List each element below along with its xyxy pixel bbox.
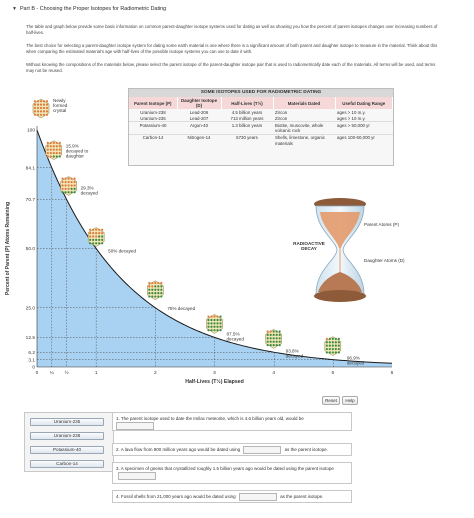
daughter-atom-dot	[332, 338, 334, 340]
x-tick-label: ½	[64, 371, 69, 376]
x-tick-label: 0	[35, 371, 39, 376]
question-1-text: 1. The parent isotope used to date the Imilac meteorite, which is 4.6 billion years old, would be	[116, 416, 304, 421]
parent-atom-dot	[270, 330, 272, 332]
parent-atom-dot	[53, 145, 55, 147]
y-tick-label: 12.5	[25, 335, 35, 341]
daughter-atom-dot	[157, 285, 159, 287]
parent-atom-dot	[43, 100, 45, 102]
daughter-atom-dot	[276, 344, 278, 346]
cell-parent: Carbon-14	[129, 134, 177, 146]
daughter-atom-dot	[154, 292, 156, 294]
parent-atom-dot	[56, 145, 58, 147]
annotation-label: Newly formed crystal	[53, 98, 68, 113]
parent-atom-dot	[37, 104, 39, 106]
parent-atom-dot	[53, 142, 55, 144]
isotope-table	[128, 88, 394, 166]
daughter-atom-dot	[70, 188, 72, 190]
daughter-atom-dot	[335, 348, 337, 350]
daughter-atom-dot	[335, 338, 337, 340]
daughter-atom-dot	[273, 337, 275, 339]
parent-atom-dot	[70, 178, 72, 180]
daughter-atom-dot	[213, 319, 215, 321]
daughter-atom-dot	[216, 326, 218, 328]
daughter-atom-dot	[101, 235, 103, 237]
annotation-label: 87.5% decayed	[226, 331, 244, 342]
daughter-atom-dot	[148, 295, 150, 297]
parent-atom-dot	[53, 152, 55, 154]
parent-atom-dot	[56, 149, 58, 151]
parent-atom-dot	[61, 184, 63, 186]
x-tick-label: 6	[390, 371, 394, 376]
daughter-atom-dot	[89, 242, 91, 244]
parent-atom-dot	[34, 104, 36, 106]
parent-atom-dot	[37, 107, 39, 109]
daughter-atom-dot	[160, 292, 162, 294]
parent-atom-dot	[47, 149, 49, 151]
chip-carbon-14[interactable]: Carbon-14	[30, 460, 104, 468]
parent-atom-dot	[210, 315, 212, 317]
cell-parent: Potassium-40	[129, 122, 177, 134]
parent-atom-dot	[160, 282, 162, 284]
parent-atom-dot	[70, 184, 72, 186]
question-1-drop-target[interactable]	[116, 422, 154, 430]
parent-atom-dot	[46, 100, 48, 102]
daughter-atom-dot	[160, 285, 162, 287]
daughter-atom-dot	[270, 344, 272, 346]
parent-atom-dot	[151, 285, 153, 287]
y-axis-title: Percent of Parent (P) Atoms Remaining	[5, 201, 11, 296]
daughter-atom-dot	[213, 326, 215, 328]
daughter-atom-dot	[98, 242, 100, 244]
intro-paragraph: The table and graph below provide some basic information on common parent-daughter isotope systems used for dating as well as showing you how the percent of parent isotopes changes over increasing numbers of half-lives.	[26, 24, 438, 35]
daughter-atom-dot	[64, 191, 66, 193]
daughter-atom-dot	[207, 326, 209, 328]
parent-atom-dot	[207, 315, 209, 317]
cell-daughter: Lead-206	[189, 109, 209, 115]
parent-atom-dot	[70, 181, 72, 183]
parent-atom-dot	[73, 181, 75, 183]
daughter-atom-dot	[210, 319, 212, 321]
table-title: SOME ISOTOPES USED FOR RADIOMETRIC DATING	[129, 89, 393, 97]
table-row	[129, 134, 393, 146]
radioactive-decay-label: RADIOACTIVE DECAY	[293, 241, 325, 252]
daughter-atom-dot	[279, 334, 281, 336]
daughter-atom-dot	[276, 334, 278, 336]
daughter-atom-dot	[210, 329, 212, 331]
annotation-label: 29.3% decayed	[80, 185, 98, 196]
daughter-atom-dot	[267, 334, 269, 336]
parent-atom-dot	[47, 142, 49, 144]
parent-atom-dot	[64, 184, 66, 186]
daughter-atom-dot	[148, 292, 150, 294]
daughter-atom-dot	[160, 289, 162, 291]
daughter-atom-dot	[326, 348, 328, 350]
daughter-atom-dot	[98, 235, 100, 237]
parent-atom-dot	[59, 145, 61, 147]
cell-half-life: 713 million years	[230, 115, 264, 121]
guidance-paragraph: The best choice for selecting a parent-daughter isotope system for dating some earth material is one where there is a significant amount of both parent and daughter isotope to measure in the material. Think about this when comparing the estimated material's age with half-lives of the possible isotope systems you can use to date it with.	[26, 43, 438, 54]
parent-atom-dot	[64, 178, 66, 180]
parent-atom-dot	[34, 110, 36, 112]
question-4-drop-target[interactable]	[239, 493, 277, 501]
cell-range: ages > 10 m.y.	[337, 109, 366, 115]
parent-atom-dot	[67, 181, 69, 183]
parent-atom-dot	[47, 152, 49, 154]
parent-atom-dot	[151, 282, 153, 284]
parent-atom-dot	[64, 188, 66, 190]
daughter-atom-dot	[95, 242, 97, 244]
isotope-table-grid	[129, 97, 393, 146]
parent-atom-dot	[50, 145, 52, 147]
x-tick-label: 1	[94, 371, 98, 376]
y-tick-label: 3.1	[28, 358, 35, 364]
parent-atom-dot	[46, 114, 48, 116]
parent-atom-dot	[59, 142, 61, 144]
help-button[interactable]: Help	[342, 396, 358, 405]
daughter-atom-dot	[276, 330, 278, 332]
y-tick-label: 84.1	[25, 166, 35, 172]
daughter-atom-dot	[273, 344, 275, 346]
parent-atom-dot	[53, 149, 55, 151]
parent-atom-dot	[50, 142, 52, 144]
parent-atom-dot	[95, 229, 97, 231]
chip-potassium-40[interactable]: Potassium-40	[30, 446, 104, 454]
daughter-atom-dot	[151, 292, 153, 294]
daughter-atom-dot	[151, 289, 153, 291]
daughter-atom-dot	[207, 329, 209, 331]
daughter-atom-dot	[338, 341, 340, 343]
parent-atom-dot	[67, 188, 69, 190]
table-row	[129, 115, 393, 122]
parent-atom-dot	[213, 315, 215, 317]
cell-materials: Shells, limestone, organic materials	[273, 134, 335, 146]
daughter-atom-dot	[326, 345, 328, 347]
daughter-atom-dot	[329, 348, 331, 350]
header-daughter: Daughter Isotope (D)	[177, 97, 221, 109]
parent-atom-dot	[37, 100, 39, 102]
daughter-atom-dot	[61, 191, 63, 193]
daughter-atom-dot	[154, 295, 156, 297]
daughter-atom-dot	[270, 334, 272, 336]
daughter-atom-dot	[270, 341, 272, 343]
parent-atom-dot	[40, 107, 42, 109]
daughter-atom-dot	[101, 239, 103, 241]
answer-bank	[24, 412, 114, 472]
daughter-atom-dot	[70, 191, 72, 193]
parent-atom-dot	[43, 110, 45, 112]
daughter-atom-dot	[53, 155, 55, 157]
daughter-atom-dot	[326, 351, 328, 353]
parent-atom-dot	[43, 104, 45, 106]
parent-atom-dot	[50, 155, 52, 157]
daughter-atom-dot	[98, 239, 100, 241]
parent-atom-dot	[148, 285, 150, 287]
daughter-atom-dot	[56, 155, 58, 157]
parent-atom-dot	[326, 338, 328, 340]
parent-atom-dot	[98, 229, 100, 231]
cell-range: ages 100-60,000 yr	[335, 134, 393, 146]
daughter-atom-dot	[95, 239, 97, 241]
parent-atom-dot	[46, 104, 48, 106]
x-tick-label: 3	[213, 371, 216, 376]
y-tick-label: 6.2	[28, 350, 35, 356]
header-range: Useful Dating Range	[335, 97, 393, 109]
daughter-atom-dot	[219, 322, 221, 324]
daughter-atom-dot	[279, 341, 281, 343]
daughter-atom-dot	[73, 188, 75, 190]
reset-button[interactable]: Reset	[322, 396, 340, 405]
cell-parent: Uranium-238	[140, 109, 166, 115]
daughter-atom-dot	[157, 292, 159, 294]
daughter-atom-dot	[154, 285, 156, 287]
daughter-atom-dot	[270, 337, 272, 339]
parent-atom-dot	[61, 188, 63, 190]
parent-atom-dot	[61, 178, 63, 180]
cell-parent: Uranium-235	[140, 115, 166, 121]
x-tick-label: ¼	[49, 371, 54, 376]
parent-atom-dot	[154, 282, 156, 284]
daughter-atom-dot	[101, 242, 103, 244]
annotation-label: 96.9% decayed	[346, 355, 365, 366]
y-tick-label: 70.7	[25, 198, 35, 204]
daughter-atom-dot	[219, 326, 221, 328]
parent-atom-dot	[47, 155, 49, 157]
part-header[interactable]	[12, 6, 166, 12]
parent-atom-dot	[89, 235, 91, 237]
daughter-atom-dot	[338, 348, 340, 350]
annotation-label: 93.8% decayed	[285, 348, 304, 359]
daughter-atom-dot	[276, 341, 278, 343]
daughter-atom-dot	[67, 191, 69, 193]
parent-atom-dot	[64, 181, 66, 183]
parent-atom-dot	[46, 110, 48, 112]
cell-daughter: Nitrogen-14	[177, 134, 221, 146]
daughter-atom-dot	[329, 351, 331, 353]
daughter-atom-dot	[213, 329, 215, 331]
daughter-atom-dot	[273, 330, 275, 332]
parent-atoms-label: Parent Atoms (P)	[364, 222, 399, 227]
daughter-atom-dot	[329, 341, 331, 343]
daughter-atom-dot	[89, 239, 91, 241]
parent-atom-dot	[46, 107, 48, 109]
daughter-atom-dot	[267, 344, 269, 346]
daughter-atom-dot	[335, 345, 337, 347]
annotation-label: 50% decayed	[108, 248, 137, 254]
parent-atom-dot	[59, 149, 61, 151]
parent-atom-dot	[37, 114, 39, 116]
parent-atom-dot	[61, 181, 63, 183]
header-materials: Materials Dated	[273, 97, 335, 109]
x-tick-label: 4	[272, 371, 276, 376]
parent-atom-dot	[157, 282, 159, 284]
daughter-atom-dot	[207, 322, 209, 324]
chip-uranium-235[interactable]: Uranium-235	[30, 418, 104, 426]
parent-atom-dot	[216, 315, 218, 317]
daughter-atom-dot	[276, 337, 278, 339]
annotation-label: 15.9% decayed to daughter	[65, 143, 89, 159]
daughter-atom-dot	[207, 319, 209, 321]
daughter-atom-dot	[279, 330, 281, 332]
daughter-atom-dot	[210, 326, 212, 328]
daughter-atom-dot	[151, 295, 153, 297]
parent-atom-dot	[56, 142, 58, 144]
parent-atom-dot	[40, 114, 42, 116]
y-tick-label: 25.0	[25, 306, 35, 312]
question-4-suffix: as the parent isotope.	[280, 494, 324, 500]
header-half-life: Half-Lives (T½)	[221, 97, 273, 109]
y-tick-label: 100	[26, 128, 35, 134]
daughter-atom-dot	[160, 295, 162, 297]
daughter-atom-dot	[273, 341, 275, 343]
daughter-atom-dot	[332, 351, 334, 353]
parent-atom-dot	[56, 152, 58, 154]
parent-atom-dot	[89, 232, 91, 234]
daughter-atom-dot	[326, 341, 328, 343]
daughter-atom-dot	[279, 337, 281, 339]
daughter-atoms-label: Daughter Atoms (D)	[364, 258, 405, 263]
y-tick-label: 50.0	[25, 247, 35, 253]
daughter-atom-dot	[92, 242, 94, 244]
annotation-label: 75% decayed	[167, 305, 196, 311]
parent-atom-dot	[89, 229, 91, 231]
daughter-atom-dot	[216, 319, 218, 321]
daughter-atom-dot	[335, 351, 337, 353]
daughter-atom-dot	[148, 289, 150, 291]
daughter-atom-dot	[332, 348, 334, 350]
parent-atom-dot	[73, 178, 75, 180]
daughter-atom-dot	[273, 334, 275, 336]
daughter-atom-dot	[335, 341, 337, 343]
daughter-atom-dot	[338, 338, 340, 340]
daughter-atom-dot	[338, 345, 340, 347]
parent-atom-dot	[50, 149, 52, 151]
parent-atom-dot	[40, 110, 42, 112]
daughter-atom-dot	[329, 338, 331, 340]
question-3	[112, 462, 352, 484]
question-1	[112, 412, 352, 431]
parent-atom-dot	[267, 330, 269, 332]
parent-atom-dot	[95, 235, 97, 237]
daughter-atom-dot	[216, 329, 218, 331]
parent-atom-dot	[98, 232, 100, 234]
x-tick-label: 5	[331, 371, 335, 376]
chip-uranium-238[interactable]: Uranium-238	[30, 432, 104, 440]
daughter-atom-dot	[210, 322, 212, 324]
question-2-drop-target[interactable]	[243, 446, 281, 454]
y-tick-label: 0	[32, 365, 35, 371]
parent-atom-dot	[101, 229, 103, 231]
daughter-atom-dot	[157, 289, 159, 291]
cell-range: ages > 50,000 yr	[335, 122, 393, 134]
parent-atom-dot	[34, 107, 36, 109]
daughter-atom-dot	[59, 155, 61, 157]
daughter-atom-dot	[332, 341, 334, 343]
instructions-paragraph: Without knowing the compositions of the materials below, please select the parent isotope of the parent-daughter isotope pair that is used to radiometrically date each of the materials. All terms will be used, and terms may not be reused.	[26, 62, 436, 73]
parent-atom-dot	[67, 178, 69, 180]
question-2	[112, 443, 352, 456]
parent-atom-dot	[148, 282, 150, 284]
daughter-atom-dot	[329, 345, 331, 347]
question-4	[112, 490, 352, 503]
question-2-text: 2. A lava flow from 900 million years ago would be dated using	[116, 447, 241, 453]
x-axis-title: Half-Lives (T½) Elapsed	[185, 379, 244, 385]
parent-atom-dot	[43, 114, 45, 116]
daughter-atom-dot	[332, 345, 334, 347]
daughter-atom-dot	[219, 329, 221, 331]
daughter-atom-dot	[92, 239, 94, 241]
question-4-text: 4. Fossil shells from 21,000 years ago would be dated using	[116, 494, 236, 500]
daughter-atom-dot	[267, 341, 269, 343]
parent-atom-dot	[43, 107, 45, 109]
cell-daughter: Lead-207	[189, 115, 209, 121]
question-3-text: 3. A specimen of gneiss that crystallized roughly 1.5 billion years ago would be dated using the parent isotope	[116, 466, 334, 471]
daughter-atom-dot	[267, 337, 269, 339]
parent-atom-dot	[92, 229, 94, 231]
parent-atom-dot	[50, 152, 52, 154]
collapse-caret-icon[interactable]: ▼	[12, 6, 17, 12]
cell-materials: Biotite, muscovite, whole volcanic rock	[273, 122, 335, 134]
cell-materials: Zircon	[275, 115, 288, 121]
parent-atom-dot	[73, 184, 75, 186]
daughter-atom-dot	[73, 191, 75, 193]
parent-atom-dot	[47, 145, 49, 147]
daughter-atom-dot	[219, 319, 221, 321]
cell-half-life: 5730 years	[221, 134, 273, 146]
parent-atom-dot	[95, 232, 97, 234]
x-tick-label: 2	[153, 371, 157, 376]
question-2-suffix: as the parent isotope.	[284, 447, 328, 453]
hourglass-bottom-cap	[314, 290, 366, 302]
table-row	[129, 122, 393, 134]
daughter-atom-dot	[219, 315, 221, 317]
parent-atom-dot	[37, 110, 39, 112]
parent-atom-dot	[67, 184, 69, 186]
daughter-atom-dot	[338, 351, 340, 353]
parent-atom-dot	[40, 104, 42, 106]
parent-atom-dot	[92, 232, 94, 234]
header-parent: Parent Isotope (P)	[129, 97, 177, 109]
daughter-atom-dot	[154, 289, 156, 291]
cell-daughter: Argon-40	[177, 122, 221, 134]
parent-atom-dot	[59, 152, 61, 154]
cell-half-life: 1.3 billion years	[221, 122, 273, 134]
daughter-atom-dot	[216, 322, 218, 324]
cell-half-life: 4.5 billion years	[231, 109, 263, 115]
cell-materials: Zircon	[275, 109, 288, 115]
parent-atom-dot	[92, 235, 94, 237]
parent-atom-dot	[101, 232, 103, 234]
cell-range: ages > 10 m.y.	[337, 115, 366, 121]
daughter-atom-dot	[157, 295, 159, 297]
parent-atom-dot	[40, 100, 42, 102]
parent-atom-dot	[34, 100, 36, 102]
question-3-drop-target[interactable]	[118, 472, 156, 480]
daughter-atom-dot	[279, 344, 281, 346]
parent-atom-dot	[34, 114, 36, 116]
part-title: Part B - Choosing the Proper Isotopes for Radiometric Dating	[19, 6, 167, 12]
daughter-atom-dot	[213, 322, 215, 324]
